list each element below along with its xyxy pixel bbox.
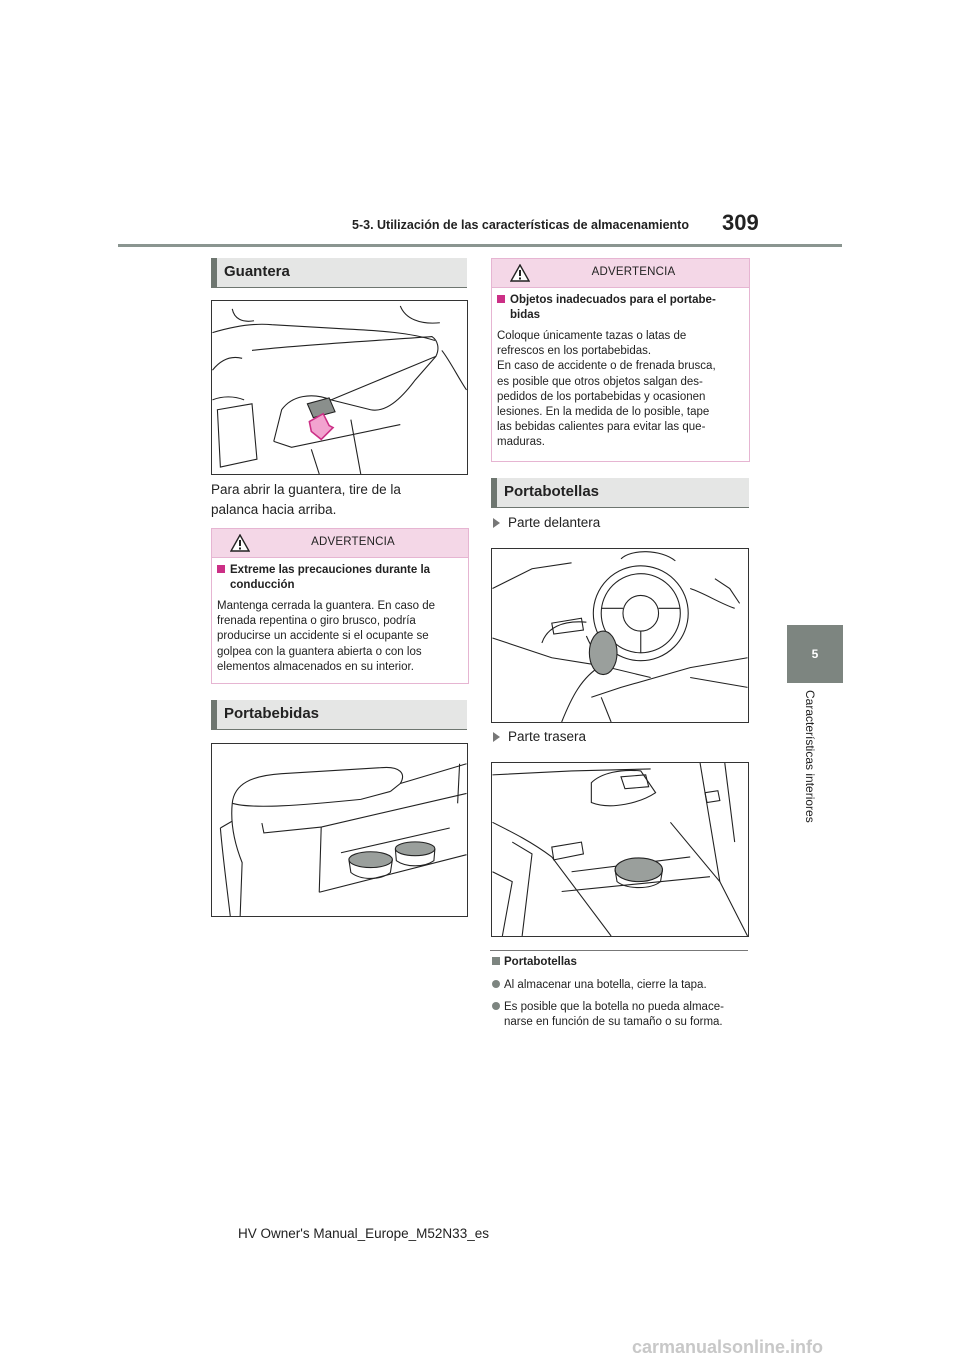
warning-line: producirse un accidente si el ocupante se	[217, 630, 429, 643]
warning-title: ADVERTENCIA	[311, 536, 395, 548]
warning-line: refrescos en los portabebidas.	[497, 345, 652, 358]
square-bullet-icon	[497, 295, 505, 303]
chapter-label	[800, 690, 820, 850]
section-header-cup-holders	[211, 700, 467, 730]
warning-line: lesiones. En la medida de lo posible, tape	[497, 406, 710, 419]
glovebox-caption	[211, 480, 401, 520]
warning-line: pedidos de los portabebidas y ocasionen	[497, 390, 706, 403]
warning-line: las bebidas calientes para evitar las que-	[497, 421, 706, 434]
section-bar	[211, 258, 217, 287]
footer-manual-id: HV Owner's Manual_Europe_M52N33_es	[238, 1226, 489, 1241]
warning-box-glovebox	[211, 528, 469, 684]
warning-line: maduras.	[497, 436, 545, 449]
rear-label	[493, 729, 586, 744]
triangle-arrow-icon	[493, 732, 500, 742]
warning-box-cup-holders	[491, 258, 750, 462]
section-title: Portabebidas	[224, 705, 320, 722]
front-label-text: Parte delantera	[508, 515, 601, 530]
running-header: 5-3. Utilización de las características de almacenamiento	[352, 218, 689, 232]
rear-bottle-holder-illustration	[491, 762, 749, 937]
warning-subtitle	[497, 293, 743, 323]
front-bottle-holder-illustration	[491, 548, 749, 723]
triangle-arrow-icon	[493, 518, 500, 528]
warning-header	[212, 529, 468, 558]
subtitle-line: conducción	[230, 579, 295, 591]
warning-body	[497, 329, 743, 451]
watermark-logo	[628, 1336, 960, 1358]
square-bullet-icon	[492, 957, 500, 965]
note-bullet	[492, 978, 750, 993]
section-title: Guantera	[224, 263, 290, 280]
section-header-glovebox	[211, 258, 467, 288]
caption-line: Para abrir la guantera, tire de la	[211, 482, 401, 497]
subtitle-line: Objetos inadecuados para el portabe-	[510, 294, 716, 306]
warning-line: En caso de accidente o de frenada brusca,	[497, 360, 716, 373]
bullet-text: Al almacenar una botella, cierre la tapa.	[504, 979, 707, 991]
cup-holder-illustration	[211, 743, 468, 917]
note-rule	[490, 950, 748, 951]
warning-header	[492, 259, 749, 288]
warning-line: golpea con la guantera abierta o con los	[217, 645, 422, 658]
bullet-text: narse en función de su tamaño o su forma.	[504, 1016, 723, 1028]
glovebox-illustration	[211, 300, 468, 475]
bullet-dot-icon	[492, 980, 500, 988]
subtitle-line: bidas	[510, 309, 541, 321]
caption-line: palanca hacia arriba.	[211, 502, 337, 517]
bullet-dot-icon	[492, 1002, 500, 1010]
chapter-label-text: Características interiores	[803, 690, 817, 823]
warning-subtitle	[217, 563, 462, 593]
section-header-bottle-holders	[491, 478, 749, 508]
warning-title: ADVERTENCIA	[591, 266, 676, 278]
subtitle-line: Extreme las precauciones durante la	[230, 564, 431, 576]
note-bullet	[492, 1000, 750, 1030]
square-bullet-icon	[217, 565, 225, 573]
warning-line: elementos almacenados en su interior.	[217, 660, 414, 673]
note-heading	[492, 956, 577, 968]
svg-text:carmanualsonline.info: carmanualsonline.info	[632, 1337, 824, 1357]
front-label	[493, 515, 600, 530]
warning-line: es posible que otros objetos salgan des-	[497, 375, 703, 388]
section-title: Portabotellas	[504, 483, 600, 500]
chapter-tab: 5	[787, 625, 843, 683]
page-number: 309	[722, 210, 759, 235]
warning-line: Coloque únicamente tazas o latas de	[497, 330, 687, 342]
warning-line: Mantenga cerrada la guantera. En caso de	[217, 600, 436, 612]
rear-label-text: Parte trasera	[508, 729, 587, 744]
warning-body	[217, 599, 462, 675]
bullet-text: Es posible que la botella no pueda almace-	[504, 1001, 724, 1013]
note-heading-text: Portabotellas	[504, 956, 577, 968]
section-bar	[491, 478, 497, 507]
header-rule	[118, 244, 842, 247]
warning-line: frenada repentina o giro brusco, podría	[217, 615, 416, 628]
section-bar	[211, 700, 217, 729]
